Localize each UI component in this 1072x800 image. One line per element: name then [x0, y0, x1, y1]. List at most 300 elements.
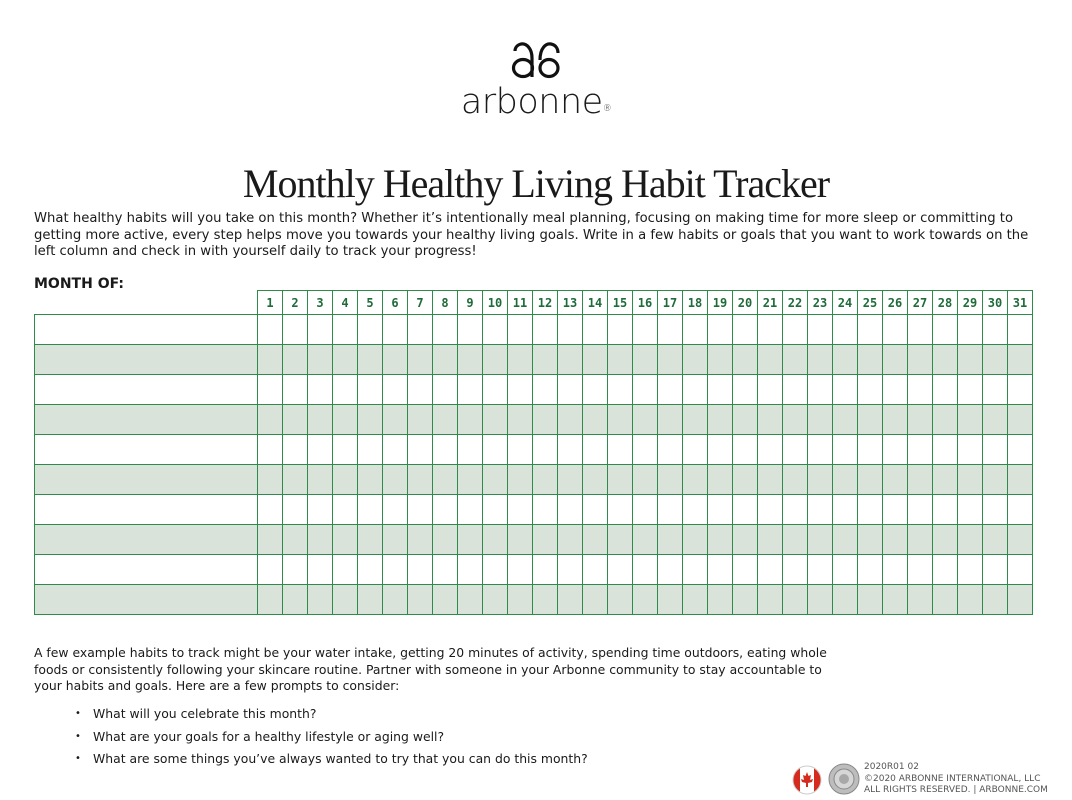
day-checkbox-cell[interactable]	[783, 465, 808, 495]
day-checkbox-cell[interactable]	[908, 465, 933, 495]
day-checkbox-cell[interactable]	[733, 555, 758, 585]
day-checkbox-cell[interactable]	[733, 375, 758, 405]
day-checkbox-cell[interactable]	[683, 585, 708, 615]
day-checkbox-cell[interactable]	[808, 495, 833, 525]
day-checkbox-cell[interactable]	[808, 405, 833, 435]
day-checkbox-cell[interactable]	[658, 345, 683, 375]
day-checkbox-cell[interactable]	[458, 375, 483, 405]
day-checkbox-cell[interactable]	[383, 495, 408, 525]
day-checkbox-cell[interactable]	[908, 435, 933, 465]
day-checkbox-cell[interactable]	[708, 435, 733, 465]
day-checkbox-cell[interactable]	[658, 525, 683, 555]
day-checkbox-cell[interactable]	[1008, 525, 1033, 555]
day-checkbox-cell[interactable]	[833, 495, 858, 525]
day-checkbox-cell[interactable]	[283, 525, 308, 555]
day-checkbox-cell[interactable]	[908, 405, 933, 435]
day-checkbox-cell[interactable]	[408, 435, 433, 465]
day-checkbox-cell[interactable]	[708, 315, 733, 345]
day-checkbox-cell[interactable]	[1008, 315, 1033, 345]
day-checkbox-cell[interactable]	[683, 435, 708, 465]
day-checkbox-cell[interactable]	[833, 525, 858, 555]
day-checkbox-cell[interactable]	[333, 435, 358, 465]
day-checkbox-cell[interactable]	[333, 405, 358, 435]
day-checkbox-cell[interactable]	[908, 555, 933, 585]
day-checkbox-cell[interactable]	[583, 315, 608, 345]
day-checkbox-cell[interactable]	[283, 495, 308, 525]
day-checkbox-cell[interactable]	[258, 465, 283, 495]
day-checkbox-cell[interactable]	[433, 345, 458, 375]
day-checkbox-cell[interactable]	[983, 555, 1008, 585]
day-checkbox-cell[interactable]	[608, 465, 633, 495]
day-checkbox-cell[interactable]	[783, 375, 808, 405]
day-checkbox-cell[interactable]	[708, 345, 733, 375]
day-checkbox-cell[interactable]	[1008, 405, 1033, 435]
day-checkbox-cell[interactable]	[433, 375, 458, 405]
day-checkbox-cell[interactable]	[433, 555, 458, 585]
day-checkbox-cell[interactable]	[458, 525, 483, 555]
day-checkbox-cell[interactable]	[258, 405, 283, 435]
day-checkbox-cell[interactable]	[483, 405, 508, 435]
day-checkbox-cell[interactable]	[358, 375, 383, 405]
day-checkbox-cell[interactable]	[758, 555, 783, 585]
day-checkbox-cell[interactable]	[858, 405, 883, 435]
day-checkbox-cell[interactable]	[258, 435, 283, 465]
day-checkbox-cell[interactable]	[483, 495, 508, 525]
day-checkbox-cell[interactable]	[683, 375, 708, 405]
day-checkbox-cell[interactable]	[908, 585, 933, 615]
day-checkbox-cell[interactable]	[583, 375, 608, 405]
day-checkbox-cell[interactable]	[758, 465, 783, 495]
day-checkbox-cell[interactable]	[833, 465, 858, 495]
day-checkbox-cell[interactable]	[383, 435, 408, 465]
day-checkbox-cell[interactable]	[833, 435, 858, 465]
day-checkbox-cell[interactable]	[458, 585, 483, 615]
day-checkbox-cell[interactable]	[608, 585, 633, 615]
day-checkbox-cell[interactable]	[983, 405, 1008, 435]
day-checkbox-cell[interactable]	[633, 585, 658, 615]
day-checkbox-cell[interactable]	[858, 495, 883, 525]
day-checkbox-cell[interactable]	[808, 435, 833, 465]
day-checkbox-cell[interactable]	[333, 315, 358, 345]
day-checkbox-cell[interactable]	[533, 375, 558, 405]
day-checkbox-cell[interactable]	[958, 525, 983, 555]
day-checkbox-cell[interactable]	[533, 525, 558, 555]
day-checkbox-cell[interactable]	[583, 525, 608, 555]
day-checkbox-cell[interactable]	[358, 435, 383, 465]
day-checkbox-cell[interactable]	[983, 315, 1008, 345]
habit-name-cell[interactable]	[35, 345, 258, 375]
day-checkbox-cell[interactable]	[883, 435, 908, 465]
day-checkbox-cell[interactable]	[933, 585, 958, 615]
day-checkbox-cell[interactable]	[433, 405, 458, 435]
day-checkbox-cell[interactable]	[908, 315, 933, 345]
habit-name-cell[interactable]	[35, 555, 258, 585]
day-checkbox-cell[interactable]	[783, 405, 808, 435]
day-checkbox-cell[interactable]	[458, 405, 483, 435]
day-checkbox-cell[interactable]	[633, 555, 658, 585]
day-checkbox-cell[interactable]	[458, 345, 483, 375]
day-checkbox-cell[interactable]	[308, 555, 333, 585]
day-checkbox-cell[interactable]	[758, 525, 783, 555]
day-checkbox-cell[interactable]	[808, 375, 833, 405]
day-checkbox-cell[interactable]	[433, 585, 458, 615]
day-checkbox-cell[interactable]	[508, 555, 533, 585]
day-checkbox-cell[interactable]	[658, 375, 683, 405]
day-checkbox-cell[interactable]	[808, 345, 833, 375]
day-checkbox-cell[interactable]	[683, 345, 708, 375]
day-checkbox-cell[interactable]	[658, 465, 683, 495]
day-checkbox-cell[interactable]	[633, 405, 658, 435]
day-checkbox-cell[interactable]	[508, 585, 533, 615]
day-checkbox-cell[interactable]	[733, 525, 758, 555]
day-checkbox-cell[interactable]	[733, 405, 758, 435]
day-checkbox-cell[interactable]	[283, 435, 308, 465]
day-checkbox-cell[interactable]	[608, 375, 633, 405]
day-checkbox-cell[interactable]	[783, 525, 808, 555]
day-checkbox-cell[interactable]	[933, 435, 958, 465]
day-checkbox-cell[interactable]	[508, 495, 533, 525]
habit-name-cell[interactable]	[35, 525, 258, 555]
day-checkbox-cell[interactable]	[733, 465, 758, 495]
day-checkbox-cell[interactable]	[983, 375, 1008, 405]
day-checkbox-cell[interactable]	[783, 585, 808, 615]
day-checkbox-cell[interactable]	[958, 585, 983, 615]
day-checkbox-cell[interactable]	[533, 435, 558, 465]
day-checkbox-cell[interactable]	[783, 315, 808, 345]
day-checkbox-cell[interactable]	[983, 525, 1008, 555]
day-checkbox-cell[interactable]	[458, 315, 483, 345]
day-checkbox-cell[interactable]	[733, 495, 758, 525]
day-checkbox-cell[interactable]	[283, 555, 308, 585]
day-checkbox-cell[interactable]	[533, 585, 558, 615]
day-checkbox-cell[interactable]	[858, 345, 883, 375]
day-checkbox-cell[interactable]	[458, 465, 483, 495]
day-checkbox-cell[interactable]	[708, 465, 733, 495]
day-checkbox-cell[interactable]	[958, 315, 983, 345]
day-checkbox-cell[interactable]	[758, 435, 783, 465]
day-checkbox-cell[interactable]	[858, 375, 883, 405]
day-checkbox-cell[interactable]	[633, 495, 658, 525]
day-checkbox-cell[interactable]	[258, 585, 283, 615]
day-checkbox-cell[interactable]	[258, 315, 283, 345]
day-checkbox-cell[interactable]	[408, 375, 433, 405]
day-checkbox-cell[interactable]	[608, 405, 633, 435]
day-checkbox-cell[interactable]	[508, 525, 533, 555]
day-checkbox-cell[interactable]	[783, 435, 808, 465]
day-checkbox-cell[interactable]	[483, 345, 508, 375]
day-checkbox-cell[interactable]	[533, 315, 558, 345]
day-checkbox-cell[interactable]	[283, 345, 308, 375]
day-checkbox-cell[interactable]	[308, 585, 333, 615]
day-checkbox-cell[interactable]	[308, 495, 333, 525]
day-checkbox-cell[interactable]	[958, 375, 983, 405]
day-checkbox-cell[interactable]	[358, 495, 383, 525]
day-checkbox-cell[interactable]	[258, 495, 283, 525]
day-checkbox-cell[interactable]	[333, 555, 358, 585]
day-checkbox-cell[interactable]	[483, 375, 508, 405]
day-checkbox-cell[interactable]	[983, 585, 1008, 615]
day-checkbox-cell[interactable]	[533, 495, 558, 525]
day-checkbox-cell[interactable]	[833, 375, 858, 405]
day-checkbox-cell[interactable]	[708, 585, 733, 615]
day-checkbox-cell[interactable]	[758, 405, 783, 435]
day-checkbox-cell[interactable]	[958, 345, 983, 375]
day-checkbox-cell[interactable]	[633, 435, 658, 465]
day-checkbox-cell[interactable]	[583, 555, 608, 585]
day-checkbox-cell[interactable]	[783, 555, 808, 585]
habit-name-cell[interactable]	[35, 405, 258, 435]
day-checkbox-cell[interactable]	[533, 405, 558, 435]
day-checkbox-cell[interactable]	[358, 585, 383, 615]
day-checkbox-cell[interactable]	[358, 345, 383, 375]
day-checkbox-cell[interactable]	[583, 585, 608, 615]
day-checkbox-cell[interactable]	[433, 315, 458, 345]
day-checkbox-cell[interactable]	[558, 495, 583, 525]
day-checkbox-cell[interactable]	[808, 555, 833, 585]
day-checkbox-cell[interactable]	[308, 315, 333, 345]
day-checkbox-cell[interactable]	[683, 465, 708, 495]
day-checkbox-cell[interactable]	[883, 405, 908, 435]
day-checkbox-cell[interactable]	[508, 465, 533, 495]
day-checkbox-cell[interactable]	[983, 345, 1008, 375]
day-checkbox-cell[interactable]	[383, 555, 408, 585]
day-checkbox-cell[interactable]	[958, 405, 983, 435]
day-checkbox-cell[interactable]	[808, 315, 833, 345]
day-checkbox-cell[interactable]	[633, 315, 658, 345]
day-checkbox-cell[interactable]	[983, 495, 1008, 525]
day-checkbox-cell[interactable]	[383, 315, 408, 345]
day-checkbox-cell[interactable]	[558, 435, 583, 465]
day-checkbox-cell[interactable]	[433, 525, 458, 555]
day-checkbox-cell[interactable]	[408, 555, 433, 585]
day-checkbox-cell[interactable]	[758, 315, 783, 345]
day-checkbox-cell[interactable]	[758, 585, 783, 615]
day-checkbox-cell[interactable]	[808, 465, 833, 495]
day-checkbox-cell[interactable]	[558, 555, 583, 585]
day-checkbox-cell[interactable]	[858, 465, 883, 495]
day-checkbox-cell[interactable]	[658, 555, 683, 585]
day-checkbox-cell[interactable]	[783, 495, 808, 525]
day-checkbox-cell[interactable]	[308, 525, 333, 555]
day-checkbox-cell[interactable]	[483, 465, 508, 495]
day-checkbox-cell[interactable]	[433, 495, 458, 525]
day-checkbox-cell[interactable]	[958, 465, 983, 495]
day-checkbox-cell[interactable]	[258, 525, 283, 555]
day-checkbox-cell[interactable]	[308, 465, 333, 495]
day-checkbox-cell[interactable]	[383, 405, 408, 435]
day-checkbox-cell[interactable]	[358, 315, 383, 345]
day-checkbox-cell[interactable]	[658, 405, 683, 435]
day-checkbox-cell[interactable]	[583, 405, 608, 435]
day-checkbox-cell[interactable]	[283, 315, 308, 345]
day-checkbox-cell[interactable]	[708, 555, 733, 585]
day-checkbox-cell[interactable]	[658, 495, 683, 525]
day-checkbox-cell[interactable]	[558, 345, 583, 375]
day-checkbox-cell[interactable]	[358, 465, 383, 495]
day-checkbox-cell[interactable]	[483, 525, 508, 555]
day-checkbox-cell[interactable]	[1008, 435, 1033, 465]
day-checkbox-cell[interactable]	[758, 495, 783, 525]
day-checkbox-cell[interactable]	[558, 525, 583, 555]
day-checkbox-cell[interactable]	[958, 555, 983, 585]
day-checkbox-cell[interactable]	[608, 435, 633, 465]
habit-name-cell[interactable]	[35, 495, 258, 525]
day-checkbox-cell[interactable]	[333, 495, 358, 525]
day-checkbox-cell[interactable]	[808, 525, 833, 555]
day-checkbox-cell[interactable]	[483, 585, 508, 615]
day-checkbox-cell[interactable]	[908, 375, 933, 405]
day-checkbox-cell[interactable]	[858, 585, 883, 615]
day-checkbox-cell[interactable]	[683, 555, 708, 585]
day-checkbox-cell[interactable]	[883, 315, 908, 345]
day-checkbox-cell[interactable]	[508, 375, 533, 405]
day-checkbox-cell[interactable]	[358, 525, 383, 555]
day-checkbox-cell[interactable]	[933, 345, 958, 375]
day-checkbox-cell[interactable]	[858, 435, 883, 465]
day-checkbox-cell[interactable]	[733, 585, 758, 615]
day-checkbox-cell[interactable]	[408, 345, 433, 375]
day-checkbox-cell[interactable]	[433, 435, 458, 465]
day-checkbox-cell[interactable]	[333, 585, 358, 615]
day-checkbox-cell[interactable]	[608, 555, 633, 585]
day-checkbox-cell[interactable]	[733, 345, 758, 375]
day-checkbox-cell[interactable]	[833, 405, 858, 435]
day-checkbox-cell[interactable]	[258, 375, 283, 405]
day-checkbox-cell[interactable]	[358, 405, 383, 435]
day-checkbox-cell[interactable]	[458, 555, 483, 585]
day-checkbox-cell[interactable]	[1008, 375, 1033, 405]
day-checkbox-cell[interactable]	[908, 495, 933, 525]
day-checkbox-cell[interactable]	[458, 495, 483, 525]
day-checkbox-cell[interactable]	[558, 315, 583, 345]
day-checkbox-cell[interactable]	[533, 465, 558, 495]
day-checkbox-cell[interactable]	[558, 405, 583, 435]
day-checkbox-cell[interactable]	[558, 375, 583, 405]
day-checkbox-cell[interactable]	[958, 495, 983, 525]
day-checkbox-cell[interactable]	[858, 525, 883, 555]
day-checkbox-cell[interactable]	[658, 315, 683, 345]
day-checkbox-cell[interactable]	[283, 465, 308, 495]
day-checkbox-cell[interactable]	[708, 495, 733, 525]
day-checkbox-cell[interactable]	[383, 465, 408, 495]
day-checkbox-cell[interactable]	[383, 585, 408, 615]
day-checkbox-cell[interactable]	[833, 315, 858, 345]
day-checkbox-cell[interactable]	[883, 465, 908, 495]
day-checkbox-cell[interactable]	[508, 435, 533, 465]
day-checkbox-cell[interactable]	[558, 585, 583, 615]
day-checkbox-cell[interactable]	[933, 375, 958, 405]
day-checkbox-cell[interactable]	[583, 465, 608, 495]
habit-name-cell[interactable]	[35, 375, 258, 405]
day-checkbox-cell[interactable]	[433, 465, 458, 495]
day-checkbox-cell[interactable]	[283, 375, 308, 405]
day-checkbox-cell[interactable]	[708, 405, 733, 435]
day-checkbox-cell[interactable]	[408, 585, 433, 615]
day-checkbox-cell[interactable]	[408, 525, 433, 555]
day-checkbox-cell[interactable]	[533, 345, 558, 375]
day-checkbox-cell[interactable]	[683, 405, 708, 435]
day-checkbox-cell[interactable]	[858, 315, 883, 345]
day-checkbox-cell[interactable]	[883, 585, 908, 615]
day-checkbox-cell[interactable]	[333, 465, 358, 495]
day-checkbox-cell[interactable]	[458, 435, 483, 465]
day-checkbox-cell[interactable]	[308, 435, 333, 465]
day-checkbox-cell[interactable]	[933, 525, 958, 555]
day-checkbox-cell[interactable]	[883, 495, 908, 525]
day-checkbox-cell[interactable]	[583, 435, 608, 465]
day-checkbox-cell[interactable]	[308, 375, 333, 405]
day-checkbox-cell[interactable]	[258, 345, 283, 375]
day-checkbox-cell[interactable]	[733, 315, 758, 345]
day-checkbox-cell[interactable]	[508, 315, 533, 345]
day-checkbox-cell[interactable]	[583, 345, 608, 375]
day-checkbox-cell[interactable]	[383, 345, 408, 375]
day-checkbox-cell[interactable]	[658, 585, 683, 615]
day-checkbox-cell[interactable]	[258, 555, 283, 585]
day-checkbox-cell[interactable]	[883, 525, 908, 555]
day-checkbox-cell[interactable]	[958, 435, 983, 465]
day-checkbox-cell[interactable]	[758, 375, 783, 405]
day-checkbox-cell[interactable]	[933, 495, 958, 525]
day-checkbox-cell[interactable]	[308, 405, 333, 435]
habit-name-cell[interactable]	[35, 315, 258, 345]
day-checkbox-cell[interactable]	[883, 375, 908, 405]
day-checkbox-cell[interactable]	[758, 345, 783, 375]
day-checkbox-cell[interactable]	[583, 495, 608, 525]
day-checkbox-cell[interactable]	[508, 405, 533, 435]
habit-name-cell[interactable]	[35, 465, 258, 495]
day-checkbox-cell[interactable]	[283, 405, 308, 435]
day-checkbox-cell[interactable]	[608, 525, 633, 555]
day-checkbox-cell[interactable]	[933, 555, 958, 585]
day-checkbox-cell[interactable]	[483, 435, 508, 465]
day-checkbox-cell[interactable]	[708, 375, 733, 405]
day-checkbox-cell[interactable]	[533, 555, 558, 585]
day-checkbox-cell[interactable]	[683, 525, 708, 555]
day-checkbox-cell[interactable]	[633, 375, 658, 405]
day-checkbox-cell[interactable]	[408, 405, 433, 435]
day-checkbox-cell[interactable]	[508, 345, 533, 375]
day-checkbox-cell[interactable]	[333, 375, 358, 405]
day-checkbox-cell[interactable]	[908, 525, 933, 555]
day-checkbox-cell[interactable]	[1008, 345, 1033, 375]
day-checkbox-cell[interactable]	[883, 345, 908, 375]
day-checkbox-cell[interactable]	[283, 585, 308, 615]
day-checkbox-cell[interactable]	[1008, 495, 1033, 525]
day-checkbox-cell[interactable]	[408, 495, 433, 525]
day-checkbox-cell[interactable]	[833, 585, 858, 615]
day-checkbox-cell[interactable]	[608, 315, 633, 345]
day-checkbox-cell[interactable]	[358, 555, 383, 585]
day-checkbox-cell[interactable]	[308, 345, 333, 375]
day-checkbox-cell[interactable]	[633, 465, 658, 495]
day-checkbox-cell[interactable]	[933, 405, 958, 435]
day-checkbox-cell[interactable]	[833, 555, 858, 585]
day-checkbox-cell[interactable]	[558, 465, 583, 495]
day-checkbox-cell[interactable]	[658, 435, 683, 465]
day-checkbox-cell[interactable]	[833, 345, 858, 375]
day-checkbox-cell[interactable]	[783, 345, 808, 375]
day-checkbox-cell[interactable]	[483, 315, 508, 345]
day-checkbox-cell[interactable]	[608, 345, 633, 375]
day-checkbox-cell[interactable]	[1008, 585, 1033, 615]
day-checkbox-cell[interactable]	[1008, 555, 1033, 585]
habit-name-cell[interactable]	[35, 435, 258, 465]
day-checkbox-cell[interactable]	[608, 495, 633, 525]
day-checkbox-cell[interactable]	[633, 525, 658, 555]
day-checkbox-cell[interactable]	[383, 525, 408, 555]
day-checkbox-cell[interactable]	[333, 345, 358, 375]
